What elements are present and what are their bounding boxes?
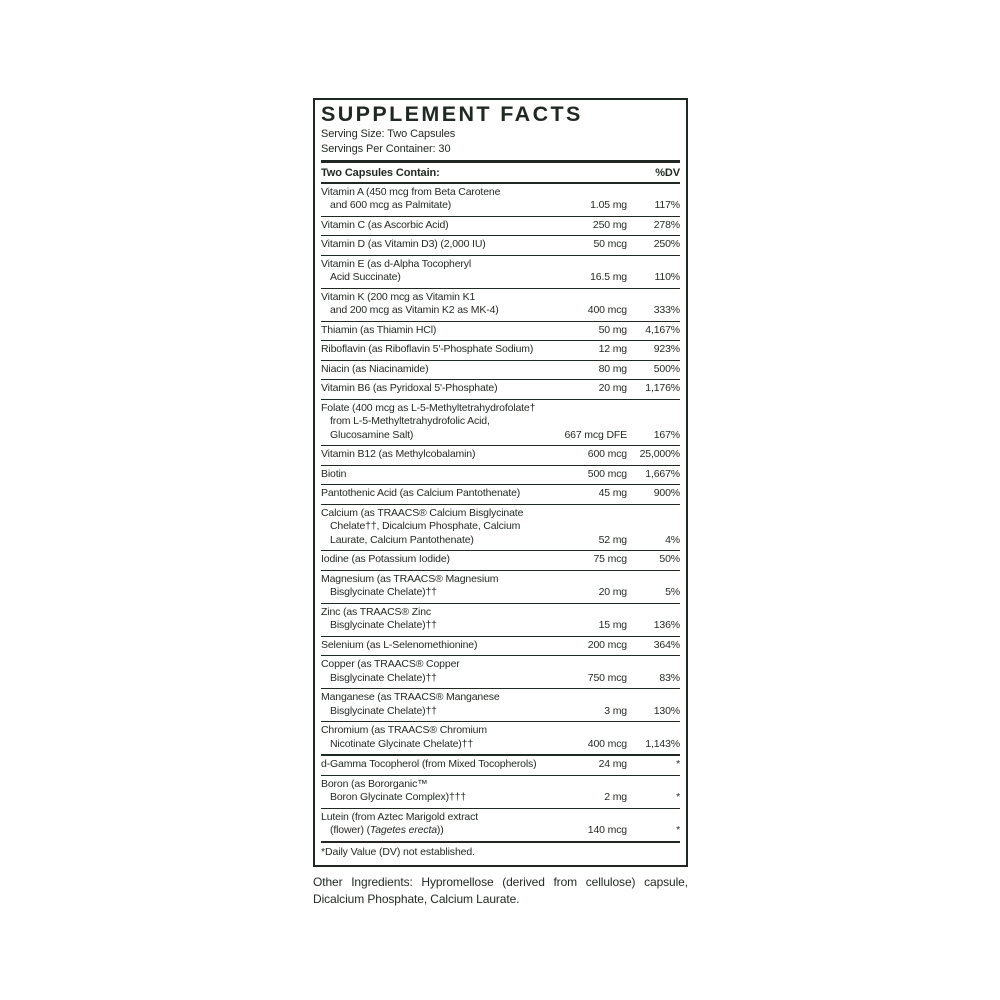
ingredient-amount: 50 mg (598, 323, 627, 336)
ingredient-amount: 667 mcg DFE (564, 428, 627, 441)
table-row (321, 340, 680, 360)
ingredient-amount: 20 mg (598, 382, 627, 395)
panel-title: SUPPLEMENT FACTS (321, 102, 583, 126)
ingredient-dv: 4,167% (645, 323, 680, 336)
ingredient-dv: 923% (653, 343, 680, 356)
ingredient-amount: 45 mg (598, 487, 627, 500)
ingredient-name: Vitamin K (200 mcg as Vitamin K1 and 200 mcg as Vitamin K2 as MK-4) (321, 290, 499, 317)
table-row (321, 255, 680, 288)
ingredient-dv: 130% (653, 704, 680, 717)
ingredient-amount: 500 mcg (587, 467, 627, 480)
table-row (321, 465, 680, 485)
ingredient-name: Manganese (as TRAACS® Manganese Bisglycinate Chelate)†† (321, 691, 500, 717)
table-row (321, 688, 680, 721)
table-row (321, 484, 680, 504)
ingredient-name: Vitamin E (as d-Alpha Tocopheryl Acid Succinate) (321, 257, 472, 284)
ingredient-name: Vitamin D (as Vitamin D3) (2,000 IU) (321, 238, 486, 251)
supplement-rows (321, 184, 680, 841)
ingredient-amount: 1.05 mg (590, 199, 627, 212)
table-row (321, 550, 680, 570)
ingredient-name: Copper (as TRAACS® Copper Bisglycinate Chelate)†† (321, 658, 460, 684)
table-row (321, 379, 680, 399)
table-row (321, 808, 680, 841)
ingredient-dv: 1,176% (645, 382, 680, 395)
ingredient-name: Niacin (as Niacinamide) (321, 362, 429, 375)
ingredient-name: Boron (as Bororganic™ Boron Glycinate Complex)††† (321, 777, 467, 804)
ingredient-dv: 500% (653, 362, 680, 375)
ingredient-amount: 12 mg (598, 343, 627, 356)
ingredient-name: Zinc (as TRAACS® Zinc Bisglycinate Chelate)†† (321, 605, 437, 632)
ingredient-amount: 50 mcg (593, 238, 627, 251)
ingredient-name: Selenium (as L-Selenomethionine) (321, 638, 478, 651)
ingredient-dv: * (676, 824, 680, 837)
ingredient-name: Riboflavin (as Riboflavin 5'-Phosphate Sodium) (321, 343, 534, 356)
ingredient-amount: 750 mcg (587, 671, 627, 684)
ingredient-amount: 400 mcg (587, 737, 627, 750)
serving-size: Serving Size: Two Capsules (321, 127, 456, 140)
ingredient-name: Iodine (as Potassium Iodide) (321, 553, 450, 566)
ingredient-dv: 278% (653, 218, 680, 231)
supplement-facts-panel (313, 98, 688, 867)
ingredient-amount: 140 mcg (587, 824, 627, 837)
ingredient-amount: 52 mg (598, 533, 627, 546)
table-row (321, 235, 680, 255)
ingredient-dv: 364% (653, 638, 680, 651)
ingredient-dv: 25,000% (639, 448, 680, 461)
table-row (321, 360, 680, 380)
table-row (321, 288, 680, 321)
ingredient-amount: 2 mg (604, 791, 627, 804)
ingredient-amount: 400 mcg (587, 304, 627, 317)
ingredient-amount: 80 mg (598, 362, 627, 375)
table-header-row (321, 163, 680, 184)
other-ingredients: Other Ingredients: Hypromellose (derived from cellulose) capsule, Dicalcium Phosphate, Calcium Laurate. (313, 875, 688, 906)
ingredient-dv: 167% (653, 428, 680, 441)
ingredient-dv: 50% (659, 553, 680, 566)
ingredient-amount: 3 mg (604, 704, 627, 717)
table-row (321, 655, 680, 688)
table-header-dv: %DV (655, 166, 680, 179)
ingredient-amount: 75 mcg (593, 553, 627, 566)
table-row (321, 184, 680, 216)
ingredient-dv: 333% (653, 304, 680, 317)
ingredient-amount: 600 mcg (587, 448, 627, 461)
label-column (313, 98, 688, 907)
ingredient-name: Pantothenic Acid (as Calcium Pantothenate) (321, 487, 521, 500)
ingredient-dv: 250% (653, 238, 680, 251)
ingredient-dv: 1,143% (645, 737, 680, 750)
table-row (321, 216, 680, 236)
ingredient-dv: 83% (659, 671, 680, 684)
ingredient-name: Biotin (321, 467, 347, 480)
ingredient-amount: 15 mg (598, 619, 627, 632)
ingredient-amount: 200 mcg (587, 638, 627, 651)
table-row (321, 775, 680, 808)
ingredient-name: Chromium (as TRAACS® Chromium Nicotinate Glycinate Chelate)†† (321, 724, 487, 750)
table-row (321, 399, 680, 446)
table-row (321, 721, 680, 754)
ingredient-dv: 117% (654, 199, 680, 212)
table-row (321, 636, 680, 656)
ingredient-dv: 4% (665, 533, 680, 546)
ingredient-name: Vitamin B6 (as Pyridoxal 5'-Phosphate) (321, 382, 498, 395)
ingredient-amount: 20 mg (598, 586, 627, 599)
table-row (321, 445, 680, 465)
ingredient-dv: 136% (653, 619, 680, 632)
table-row (321, 321, 680, 341)
ingredient-name: Vitamin A (450 mcg from Beta Carotene and 600 mcg as Palmitate) (321, 185, 501, 212)
table-row (321, 603, 680, 636)
ingredient-amount: 16.5 mg (590, 271, 627, 284)
ingredient-name: Calcium (as TRAACS® Calcium Bisglycinate Chelate††, Dicalcium Phosphate, Calcium Laurate, Calcium Pantothenate) (321, 506, 524, 546)
ingredient-dv: * (676, 758, 680, 771)
dv-footnote: *Daily Value (DV) not established. (321, 841, 680, 862)
ingredient-dv: * (676, 791, 680, 804)
ingredient-name: Lutein (from Aztec Marigold extract (flower) (Tagetes erecta)) (321, 810, 478, 837)
ingredient-name: Folate (400 mcg as L-5-Methyltetrahydrofolate† from L-5-Methyltetrahydrofolic Acid, Glucosamine Salt) (321, 401, 536, 441)
table-header-left: Two Capsules Contain: (321, 166, 440, 179)
ingredient-name: d-Gamma Tocopherol (from Mixed Tocopherols) (321, 758, 537, 771)
ingredient-amount: 250 mg (592, 218, 627, 231)
ingredient-dv: 1,667% (645, 467, 680, 480)
table-row (321, 504, 680, 551)
table-row (321, 754, 680, 775)
ingredient-amount: 24 mg (598, 758, 627, 771)
ingredient-name: Vitamin C (as Ascorbic Acid) (321, 218, 449, 231)
ingredient-name: Vitamin B12 (as Methylcobalamin) (321, 448, 476, 461)
ingredient-dv: 110% (654, 271, 680, 284)
servings-per-container: Servings Per Container: 30 (321, 142, 451, 155)
ingredient-dv: 900% (653, 487, 680, 500)
ingredient-name: Thiamin (as Thiamin HCl) (321, 323, 437, 336)
table-row (321, 570, 680, 603)
ingredient-name: Magnesium (as TRAACS® Magnesium Bisglycinate Chelate)†† (321, 572, 499, 599)
ingredient-dv: 5% (665, 586, 680, 599)
